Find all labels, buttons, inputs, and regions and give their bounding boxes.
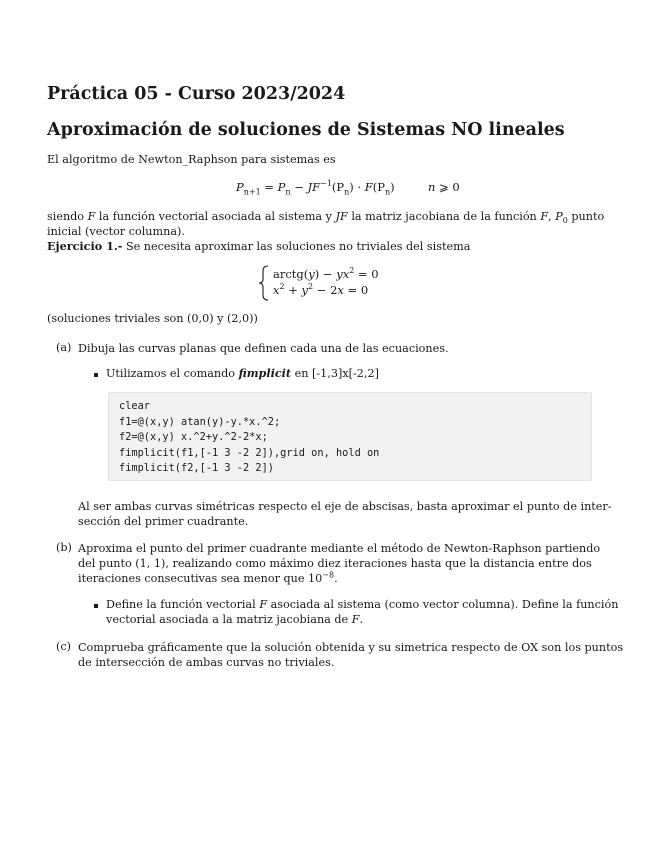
formula-arg2-sub: n xyxy=(384,187,391,197)
item-a-label: (a) xyxy=(56,341,72,354)
formula-dot: · xyxy=(353,180,365,194)
formula-arg1: (P xyxy=(331,180,345,194)
formula-p-sub: n xyxy=(285,187,291,197)
para-text-3: la matriz jacobiana de la función xyxy=(347,210,541,223)
bullet-text-2: en [-1,3]x[-2,2] xyxy=(291,367,379,380)
item-b-bullet-text-1: Define la función vectorial xyxy=(106,598,260,611)
formula-p: P xyxy=(277,180,286,194)
item-a-after-line1: Al ser ambas curvas simétricas respecto el eje de abscisas, basta aproximar el punto de inter- xyxy=(78,500,612,513)
page-title: Práctica 05 - Curso 2023/2024 xyxy=(47,84,346,104)
bullet-text-1: Utilizamos el comando xyxy=(106,367,239,380)
item-b-bullet-line1 xyxy=(106,597,618,612)
item-b-line3 xyxy=(78,571,338,586)
code-line: f2=@(x,y) x.^2+y.^2-2*x; xyxy=(119,431,268,444)
formula-f: F xyxy=(364,180,373,194)
eq2-var-y: y xyxy=(301,283,309,297)
trivial-solutions-note: (soluciones triviales son (0,0) y (2,0)) xyxy=(47,312,258,325)
eq2-sup1: 2 xyxy=(279,282,285,292)
newton-raphson-formula xyxy=(236,179,460,197)
item-b-line3-text: iteraciones consecutivas sea menor que 10 xyxy=(78,572,323,585)
para-text-5: punto xyxy=(567,210,605,223)
para-var-f2: F xyxy=(540,210,549,223)
system-equation-1 xyxy=(273,267,379,281)
para-text-4: , xyxy=(548,210,556,223)
para-var-p0-sub: 0 xyxy=(562,216,568,226)
exercise-statement xyxy=(47,239,470,254)
formula-lhs-sub: n+1 xyxy=(243,187,261,197)
eq2-part-d: = 0 xyxy=(343,283,369,297)
intro-text: El algoritmo de Newton_Raphson para sistemas es xyxy=(47,153,336,166)
item-b-bullet-text-2: asociada al sistema (como vector columna). Define la función xyxy=(267,598,619,611)
formula-arg2: (P xyxy=(372,180,385,194)
item-b-bullet-var-f2: F xyxy=(351,613,360,626)
matlab-code-block xyxy=(108,392,592,481)
bullet-icon xyxy=(94,604,98,608)
para-text-2: la función vectorial asociada al sistema y xyxy=(95,210,336,223)
exercise-label: Ejercicio 1.- xyxy=(47,239,123,253)
eq2-part-c: − 2 xyxy=(313,283,338,297)
eq1-var-y: y xyxy=(308,267,315,281)
exercise-text: Se necesita aproximar las soluciones no triviales del sistema xyxy=(122,240,471,253)
item-b-line1: Aproxima el punto del primer cuadrante mediante el método de Newton-Raphson partiendo xyxy=(78,542,601,555)
para-var-f: F xyxy=(87,210,96,223)
code-line: fimplicit(f1,[-1 3 -2 2]),grid on, hold on xyxy=(119,446,380,459)
item-a-bullet-text xyxy=(106,366,379,381)
formula-close1: ) xyxy=(349,180,354,194)
eq2-part-b: + xyxy=(284,283,302,297)
item-b-line2: del punto (1, 1), realizando como máximo diez iteraciones hasta que la distancia entre dos xyxy=(78,557,592,570)
item-a-after-line2: sección del primer cuadrante. xyxy=(78,515,249,528)
bullet-icon xyxy=(94,373,98,377)
item-b-bullet-text-4: . xyxy=(359,613,364,626)
item-c-line2: de intersección de ambas curvas no triviales. xyxy=(78,656,335,669)
formula-arg1-sub: n xyxy=(344,187,350,197)
eq1-var-yx: yx xyxy=(336,267,350,281)
item-b-bullet-line2 xyxy=(106,612,363,627)
formula-explanation-line2: inicial (vector columna). xyxy=(47,225,185,238)
formula-sup: −1 xyxy=(320,179,332,189)
item-b-line3-end: . xyxy=(334,572,338,585)
item-b-label: (b) xyxy=(56,541,72,554)
formula-jf: JF xyxy=(307,180,321,194)
formula-lhs: P xyxy=(236,180,244,194)
para-var-p0: P xyxy=(555,210,563,223)
code-line: fimplicit(f2,[-1 3 -2 2]) xyxy=(119,462,274,475)
eq2-sup2: 2 xyxy=(308,282,314,292)
eq1-part-b: ) − xyxy=(314,267,337,281)
para-text-1: siendo xyxy=(47,210,88,223)
eq2-var-x2: x xyxy=(337,283,344,297)
item-b-line3-sup: −8 xyxy=(322,570,335,580)
eq1-sup: 2 xyxy=(349,266,355,276)
code-line: clear xyxy=(119,400,150,412)
left-brace-icon xyxy=(258,265,270,301)
item-c-line1: Comprueba gráficamente que la solución obtenida y su simetrica respecto de OX son los puntos xyxy=(78,641,624,654)
eq1-part-c: = 0 xyxy=(354,267,379,281)
item-b-bullet-var-f: F xyxy=(259,598,268,611)
item-c-label: (c) xyxy=(56,640,71,653)
formula-close2: ) xyxy=(390,180,395,194)
code-line: f1=@(x,y) atan(y)-y.*x.^2; xyxy=(119,415,281,428)
formula-eq: = xyxy=(260,180,278,194)
section-title: Aproximación de soluciones de Sistemas NO lineales xyxy=(47,120,565,140)
fimplicit-command: fimplicit xyxy=(238,366,292,380)
formula-minus: − xyxy=(290,180,308,194)
formula-cond-n: n xyxy=(427,180,436,194)
eq1-part-a: arctg( xyxy=(273,267,309,281)
formula-explanation-line1 xyxy=(47,209,605,226)
system-equation-2 xyxy=(273,283,368,297)
item-b-bullet-text-3: vectorial asociada a la matriz jacobiana de xyxy=(106,613,352,626)
item-a-text: Dibuja las curvas planas que definen cada una de las ecuaciones. xyxy=(78,342,449,355)
equation-system xyxy=(258,265,388,301)
eq2-var-x: x xyxy=(273,283,280,297)
para-var-jf: JF xyxy=(335,210,348,223)
formula-cond-rest: ⩾ 0 xyxy=(435,180,460,194)
